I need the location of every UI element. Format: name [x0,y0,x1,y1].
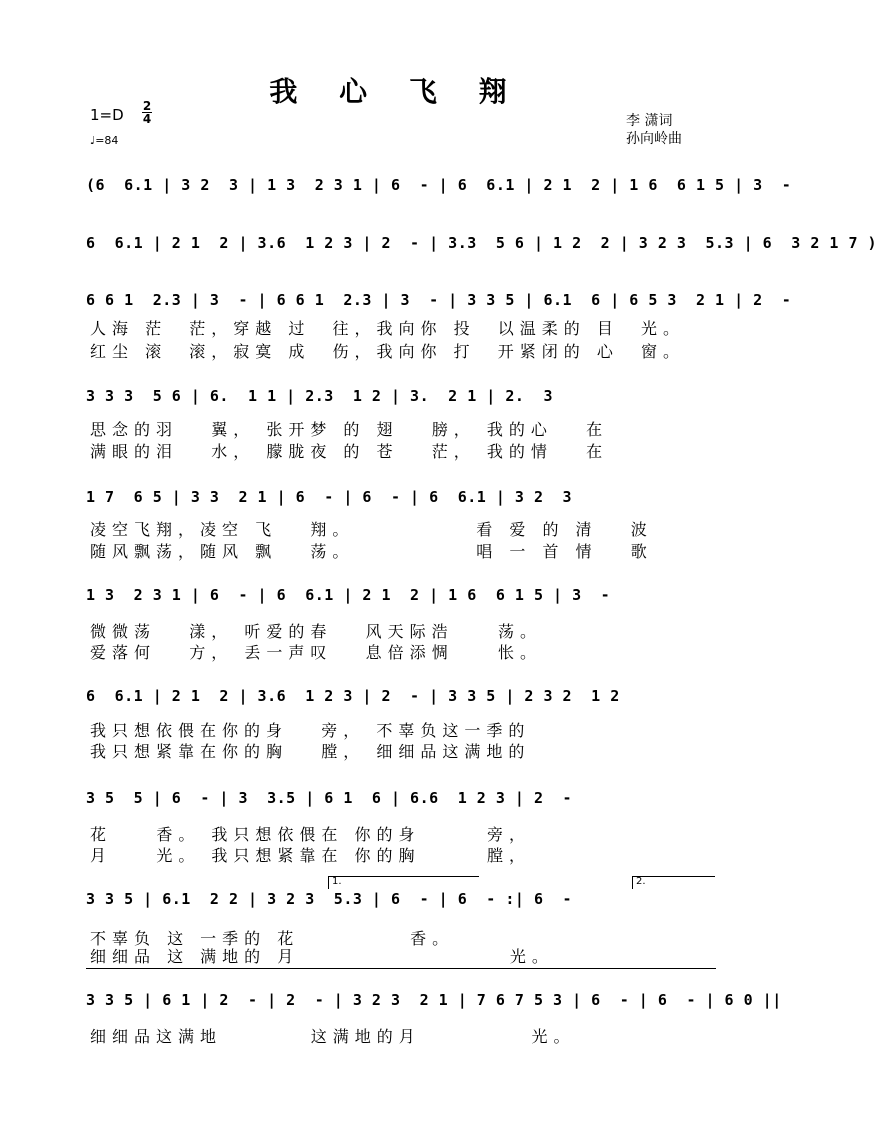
notation-row-5 [86,484,716,520]
composer-credit: 孙向岭曲 [626,131,682,147]
notation-line: 3 3 5 | 6 1 | 2 - | 2 - | 3 2 3 2 1 | 7 6 7 5 3 | 6 - | 6 - | 6 0 || [86,991,782,1009]
lyric-line: 红尘 滚 滚，寂寞 成 伤，我向你 打 开紧闭的 心 窗。 [90,342,686,361]
lyric-line: 人海 茫 茫，穿越 过 往，我向你 投 以温柔的 目 光。 [90,319,686,338]
lyric-line: 凌空飞翔，凌空 飞 翔。 看 爱 的 清 波 [90,520,653,539]
second-ending-label: 2. [636,876,646,887]
first-ending-label: 1. [332,876,342,887]
lyric-line: 思念的羽 翼， 张开梦 的 翅 膀， 我的心 在 [90,420,609,439]
notation-line: 6 6.1 | 2 1 2 | 3.6 1 2 3 | 2 - | 3 3 5 | 2 3 2 1 2 [86,687,620,705]
notation-line: (6 6.1 | 3 2 3 | 1 3 2 3 1 | 6 - | 6 6.1 | 2 1 2 | 1 6 6 1 5 | 3 - [86,176,792,194]
lyric-line: 花 香。 我只想依偎在 你的身 旁， [90,825,532,844]
notation-row-7 [86,683,716,719]
lyric-line: 不辜负 这 一季的 花 香。 [90,929,455,948]
lyric-line: 月 光。 我只想紧靠在 你的胸 膛， [90,846,532,865]
notation-row-2 [86,230,877,266]
tempo-mark: ♩=84 [90,134,119,147]
notation-line: 3 5 5 | 6 - | 3 3.5 | 6 1 6 | 6.6 1 2 3 | 2 - [86,789,573,807]
notation-line: 1 7 6 5 | 3 3 2 1 | 6 - | 6 - | 6 6.1 | 3 2 3 [86,488,573,506]
notation-row-8 [86,785,716,821]
lyric-line: 我只想紧靠在你的胸 膛， 细细品这满地的 [90,742,531,761]
lyric-line: 微微荡 漾， 听爱的春 风天际浩 荡。 [90,622,542,641]
notation-row-4 [86,383,716,419]
notation-line: 3 3 3 5 6 | 6. 1 1 | 2.3 1 2 | 3. 2 1 | 2. 3 [86,387,554,405]
notation-line: 6 6.1 | 2 1 2 | 3.6 1 2 3 | 2 - | 3.3 5 6 | 1 2 2 | 3 2 3 5.3 | 6 3 2 1 7 ) [86,234,877,252]
page-title: 我 心 飞 翔 [269,75,523,108]
key-signature: 1=D [90,106,124,124]
time-bottom: 4 [142,112,152,126]
lyric-line: 细细品这满地 这满地的月 光。 [90,1027,576,1046]
lyric-line: 随风飘荡，随风 飘 荡。 唱 一 首 情 歌 [90,542,653,561]
notation-row-9 [86,886,716,922]
notation-line: 3 3 5 | 6.1 2 2 | 3 2 3 5.3 | 6 - | 6 - :| 6 - [86,890,573,908]
lyric-line: 满眼的泪 水， 朦胧夜 的 苍 茫， 我的情 在 [90,442,609,461]
notation-row-10 [86,987,782,1023]
time-signature [142,100,152,125]
notation-row-1 [86,172,792,208]
lyric-line: 爱落何 方， 丢一声叹 息倍添惆 怅。 [90,643,542,662]
lyric-line: 我只想依偎在你的身 旁， 不辜负这一季的 [90,721,531,740]
notation-line: 1 3 2 3 1 | 6 - | 6 6.1 | 2 1 2 | 1 6 6 1 5 | 3 - [86,586,611,604]
divider [86,968,716,969]
notation-row-6 [86,582,716,618]
time-top: 2 [142,99,152,113]
lyricist-credit: 李 潇词 [626,113,673,129]
notation-line: 6 6 1 2.3 | 3 - | 6 6 1 2.3 | 3 - | 3 3 5 | 6.1 6 | 6 5 3 2 1 | 2 - [86,291,792,309]
lyric-line: 细细品 这 满地的 月 光。 [90,947,554,966]
